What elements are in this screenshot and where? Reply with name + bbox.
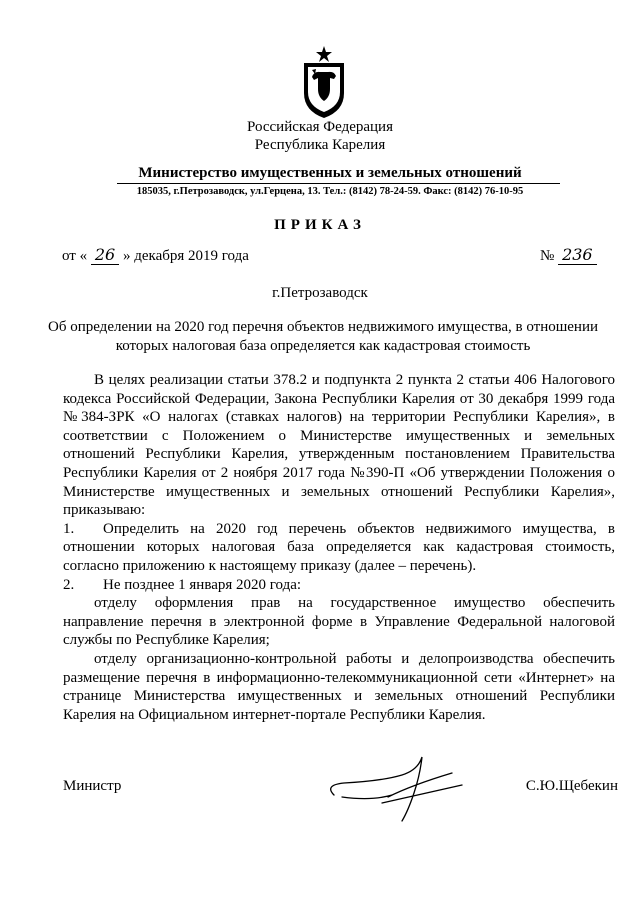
country-name: Российская Федерация bbox=[247, 119, 393, 135]
item-2-text: Не позднее 1 января 2020 года: bbox=[103, 576, 302, 593]
order-day-handwritten: 26 bbox=[91, 246, 119, 265]
date-suffix: » декабря 2019 года bbox=[122, 248, 249, 264]
item-2b-paragraph: отделу организационно-контрольной работы и делопроизводства обеспечить размещение перечня в информационно-телекоммуникационной сети «Интернет» на странице Министерства имущественных и земельных отношений Республики Карелия на Официальном интернет-портале Республики Карелия. bbox=[63, 650, 615, 723]
ministry-name: Министерство имущественных и земельных отношений bbox=[138, 165, 522, 181]
item-2 bbox=[63, 576, 615, 595]
number-prefix: № bbox=[540, 248, 555, 264]
order-number-handwritten: 236 bbox=[558, 246, 597, 265]
item-2-number: 2. bbox=[63, 576, 75, 593]
order-subject: Об определении на 2020 год перечня объектов недвижимого имущества, в отношении которых налоговая база определяется как кадастровая стоимость bbox=[47, 319, 599, 354]
order-date bbox=[62, 246, 249, 265]
ministry-address: 185035, г.Петрозаводск, ул.Герцена, 13. Тел.: (8142) 78-24-59. Факс: (8142) 76-10-95 bbox=[136, 186, 524, 197]
order-city: г.Петрозаводск bbox=[272, 285, 368, 301]
republic-name: Республика Карелия bbox=[254, 137, 386, 153]
item-1-number: 1. bbox=[63, 520, 75, 537]
item-1-text: Определить на 2020 год перечень объектов недвижимого имущества, в отношении которых налоговая база определяется как кадастровая стоимость, согласно приложению к настоящему приказу (далее – перечень). bbox=[63, 520, 615, 574]
preamble-paragraph: В целях реализации статьи 378.2 и подпункта 2 пункта 2 статьи 406 Налогового кодекса Российской Федерации, Закона Республики Карелия от 30 декабря 1999 года №384-ЗРК «О налогах (ставках налогов) на территории Республики Карелия», в соответствии с Положением о Министерстве имущественных и земельных отношений Республики Карелия, утвержденным постановлением Правительства Республики Карелия от 2 ноября 2017 года №390-П «Об утверждении Положения о Министерстве имущественных и земельных отношений Республики Карелия», приказываю: bbox=[63, 372, 615, 519]
item-2a-paragraph: отделу оформления прав на государственное имущество обеспечить направление перечня в электронной форме в Управление Федеральной налоговой службы по Республике Карелия; bbox=[63, 595, 615, 649]
order-title: ПРИКАЗ bbox=[274, 217, 366, 233]
order-number bbox=[540, 246, 597, 265]
date-prefix: от « bbox=[62, 248, 88, 264]
signatory-name: С.Ю.Щебекин bbox=[525, 778, 618, 794]
coat-of-arms-emblem bbox=[300, 45, 348, 119]
handwritten-signature bbox=[322, 745, 472, 825]
item-1 bbox=[63, 520, 615, 576]
order-body bbox=[63, 371, 615, 724]
signatory-position: Министр bbox=[63, 778, 122, 794]
header-divider bbox=[117, 183, 560, 184]
